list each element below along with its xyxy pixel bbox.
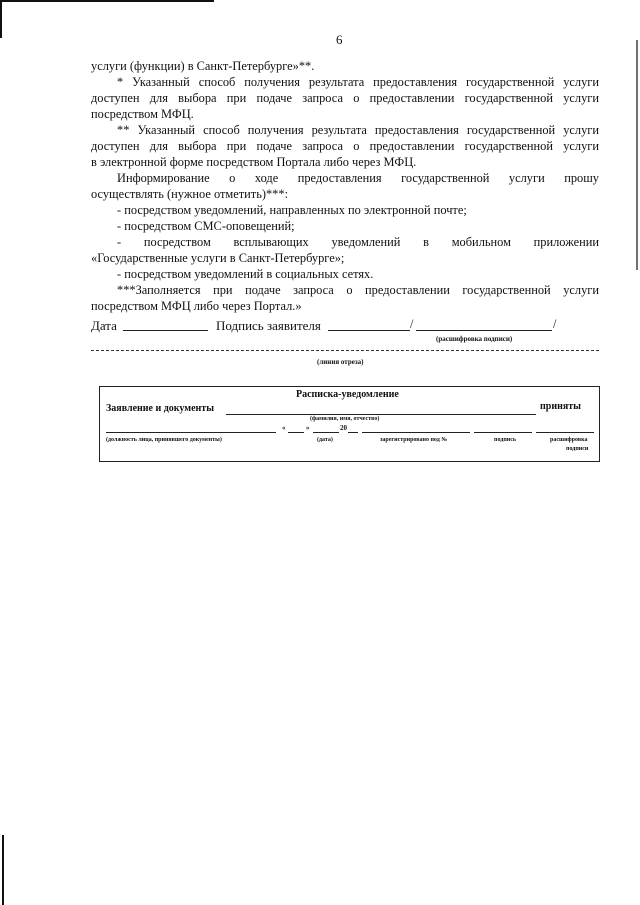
paragraph-line: * Указанный способ получения результата предоставления государственной услуги <box>117 75 599 89</box>
date-label: Дата <box>91 318 117 333</box>
receipt-accepted-label: приняты <box>540 401 581 412</box>
option-mobile-app-name: «Государственные услуги в Санкт-Петербурге»; <box>91 251 345 265</box>
slash: / <box>410 317 414 331</box>
paragraph-line: доступен для выбора при подаче запроса о предоставлении государственной услуги <box>91 91 599 105</box>
scan-edge-left-bottom <box>2 835 4 905</box>
paragraph-line: посредством МФЦ либо через Портал.» <box>91 299 302 313</box>
caption-decode: расшифровка <box>550 437 588 443</box>
receipt-title: Расписка-уведомление <box>296 389 399 400</box>
option-email: - посредством уведомлений, направленных по электронной почте; <box>117 203 467 217</box>
cut-line-caption: (линия отреза) <box>317 358 364 366</box>
signature-field[interactable] <box>328 330 410 331</box>
scan-edge-top <box>0 0 214 2</box>
signature-label: Подпись заявителя <box>216 318 321 333</box>
paragraph-line: ** Указанный способ получения результата предоставления государственной услуги <box>117 123 599 137</box>
receipt-decode-field[interactable] <box>536 432 594 433</box>
date-quote-close: » <box>306 424 310 432</box>
option-social: - посредством уведомлений в социальных сетях. <box>117 267 374 281</box>
cut-line <box>91 350 599 351</box>
position-field[interactable] <box>106 432 276 433</box>
caption-decode-cont: подписи <box>566 446 589 452</box>
receipt-signature-field[interactable] <box>474 432 532 433</box>
paragraph-line: посредством МФЦ. <box>91 107 194 121</box>
applicant-name-field[interactable] <box>226 414 536 415</box>
day-field[interactable] <box>288 432 304 433</box>
page-number: 6 <box>336 32 343 47</box>
caption-date: (дата) <box>317 437 333 443</box>
paragraph-line: Информирование о ходе предоставления государственной услуги прошу <box>117 171 599 185</box>
year-prefix: 20 <box>340 424 347 432</box>
paragraph-line: ***Заполняется при подаче запроса о предоставлении государственной услуги <box>117 283 599 297</box>
signature-decode-caption: (расшифровка подписи) <box>436 335 513 343</box>
scan-edge-right <box>636 40 638 270</box>
registration-field[interactable] <box>362 432 470 433</box>
paragraph-line: в электронной форме посредством Портала либо через МФЦ. <box>91 155 417 169</box>
paragraph-line: осуществлять (нужное отметить)***: <box>91 187 289 201</box>
scan-edge-left-top <box>0 0 2 38</box>
date-field[interactable] <box>123 330 208 331</box>
caption-position: (должность лица, принявшего документы) <box>106 437 222 443</box>
date-quote-open: « <box>282 424 286 432</box>
month-field[interactable] <box>313 432 339 433</box>
caption-signature: подпись <box>494 437 517 443</box>
option-mobile-app: - посредством всплывающих уведомлений в мобильном приложении <box>117 235 599 249</box>
slash: / <box>553 317 557 331</box>
paragraph-line: доступен для выбора при подаче запроса о предоставлении государственной услуги <box>91 139 599 153</box>
receipt-docs-label: Заявление и документы <box>106 403 215 414</box>
signature-decode-field[interactable] <box>416 330 552 331</box>
caption-registration: зарегистрировано под № <box>380 437 448 443</box>
year-field[interactable] <box>348 432 358 433</box>
paragraph-line: услуги (функции) в Санкт-Петербурге»**. <box>91 59 315 73</box>
option-sms: - посредством СМС-оповещений; <box>117 219 295 233</box>
fio-caption: (фамилия, имя, отчество) <box>310 416 380 422</box>
